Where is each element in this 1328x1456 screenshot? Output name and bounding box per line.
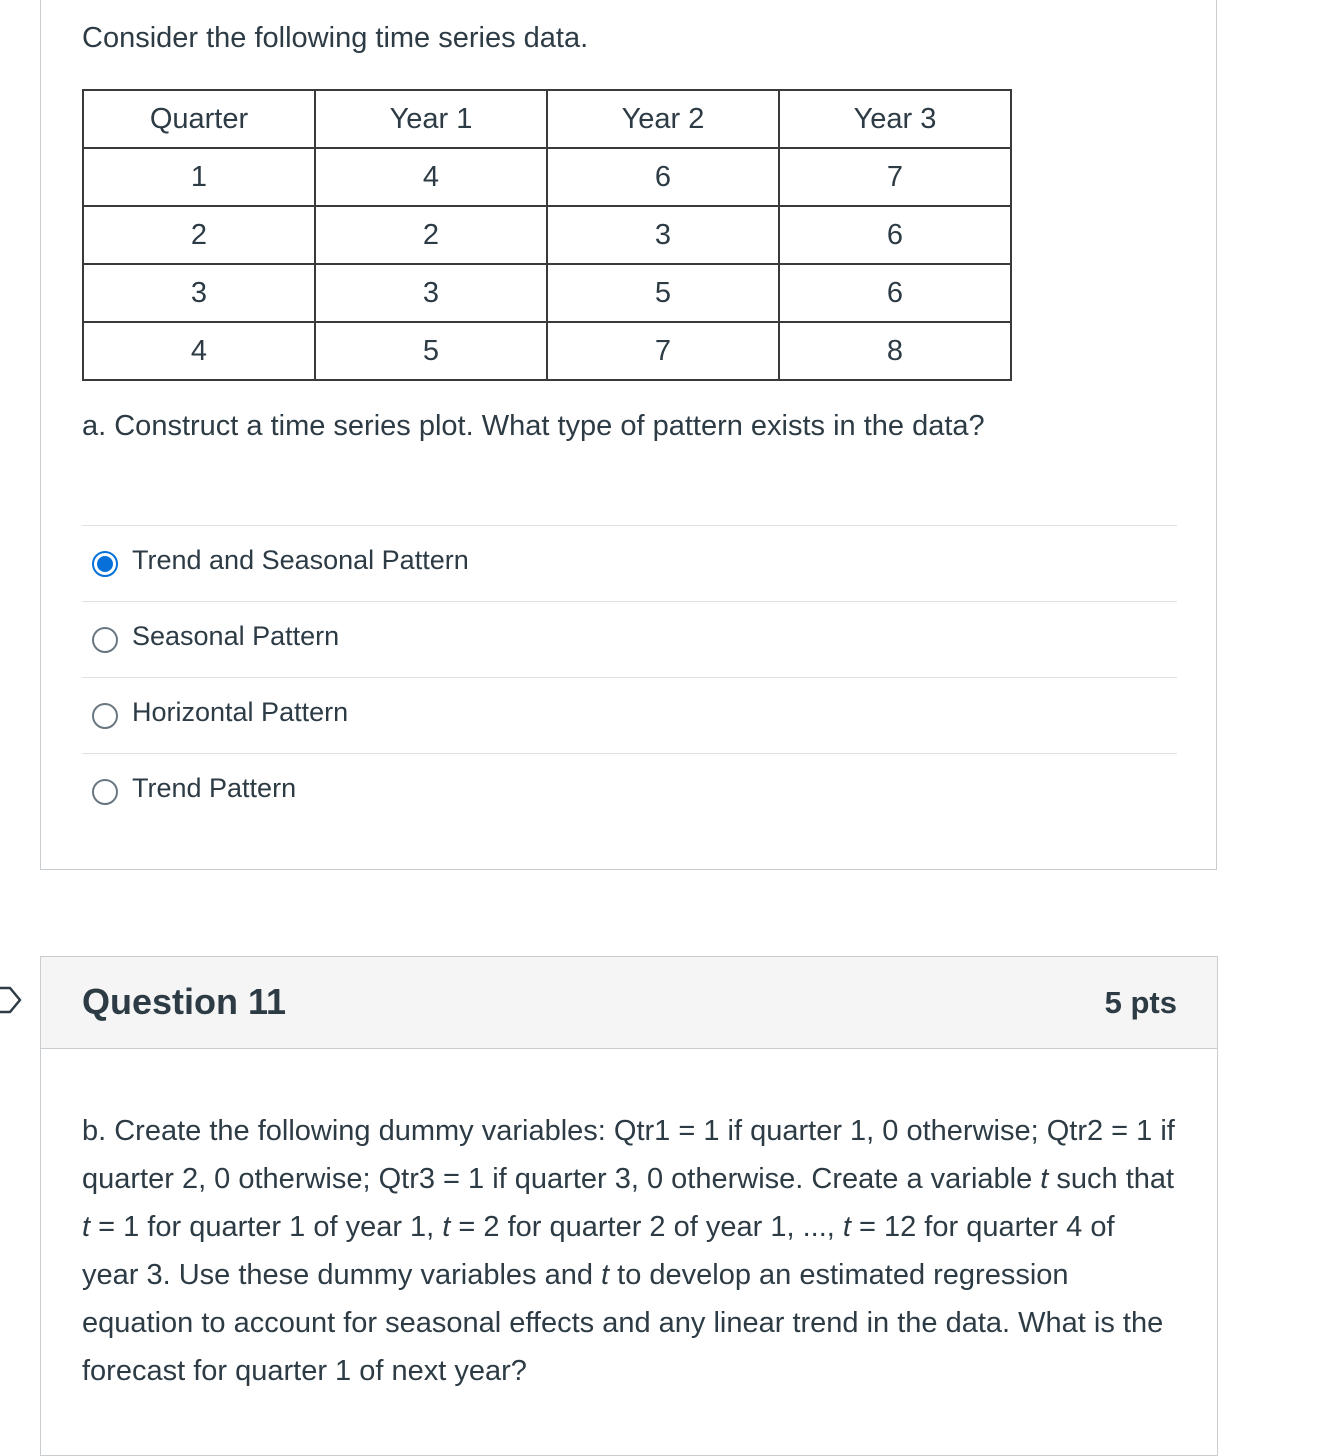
table-row — [83, 322, 1011, 380]
answer-option[interactable] — [82, 601, 1177, 677]
table-cell: 4 — [83, 322, 315, 380]
answer-label[interactable]: Trend and Seasonal Pattern — [132, 545, 469, 575]
text-part: to develop an estimated regression equation to account for seasonal effects and any linear trend in the data. What is the forecast for quarter 1 of next year? — [82, 1259, 1164, 1387]
table-header-cell: Year 1 — [315, 90, 547, 148]
table-cell: 6 — [547, 148, 779, 206]
radio-icon[interactable] — [92, 703, 118, 729]
table-row — [83, 148, 1011, 206]
answer-label[interactable]: Trend Pattern — [132, 773, 297, 803]
table-row — [83, 206, 1011, 264]
table-cell: 6 — [779, 264, 1011, 322]
radio-icon[interactable] — [92, 779, 118, 805]
text-part: b. Create the following dummy variables: Qtr1 = 1 if quarter 1, 0 otherwise; Qtr2 = 1 if quarter 2, 0 otherwise; Qtr3 = 1 if quarter 3, 0 otherwise. Create a variable — [82, 1115, 1175, 1195]
table-header-cell: Year 2 — [547, 90, 779, 148]
text-part: = 2 for quarter 2 of year 1, ..., — [450, 1211, 843, 1243]
table-cell: 5 — [315, 322, 547, 380]
time-series-table — [82, 89, 1012, 381]
table-cell: 8 — [779, 322, 1011, 380]
text-part: = 12 for quarter 4 of year 3. Use these dummy variables and — [82, 1211, 1115, 1291]
variable-t: t — [601, 1259, 610, 1291]
table-cell: 3 — [315, 264, 547, 322]
table-row — [83, 264, 1011, 322]
table-cell: 6 — [779, 206, 1011, 264]
table-header-cell: Quarter — [83, 90, 315, 148]
variable-t: t — [842, 1211, 851, 1243]
question-intro: Consider the following time series data. — [82, 22, 589, 54]
answer-label[interactable]: Horizontal Pattern — [132, 697, 349, 727]
variable-t: t — [442, 1211, 451, 1243]
table-cell: 7 — [547, 322, 779, 380]
question-body — [82, 1107, 1177, 1395]
table-cell: 2 — [315, 206, 547, 264]
answer-label[interactable]: Seasonal Pattern — [132, 621, 340, 651]
text-part: = 1 for quarter 1 of year 1, — [90, 1211, 443, 1243]
question-text — [82, 1107, 1177, 1395]
table-cell: 3 — [547, 206, 779, 264]
variable-t: t — [1040, 1163, 1049, 1195]
table-cell: 5 — [547, 264, 779, 322]
answer-option[interactable] — [82, 525, 1177, 601]
question-points: 5 pts — [1104, 985, 1177, 1020]
answer-option[interactable] — [82, 677, 1177, 753]
radio-icon[interactable] — [92, 627, 118, 653]
answer-option[interactable] — [82, 753, 1177, 829]
text-part: such that — [1048, 1163, 1175, 1195]
table-cell: 4 — [315, 148, 547, 206]
radio-selected-icon[interactable] — [92, 551, 118, 577]
question-11-container — [40, 956, 1218, 1456]
answer-list — [82, 525, 1177, 829]
table-cell: 2 — [83, 206, 315, 264]
table-header-cell: Year 3 — [779, 90, 1011, 148]
question-header — [41, 957, 1217, 1049]
variable-t: t — [82, 1211, 91, 1243]
flag-outline-icon[interactable] — [0, 985, 24, 1015]
table-header-row — [83, 90, 1011, 148]
table-cell: 7 — [779, 148, 1011, 206]
question-title: Question 11 — [82, 981, 287, 1022]
table-cell: 3 — [83, 264, 315, 322]
table-cell: 1 — [83, 148, 315, 206]
question-prompt: a. Construct a time series plot. What type of pattern exists in the data? — [82, 410, 985, 442]
